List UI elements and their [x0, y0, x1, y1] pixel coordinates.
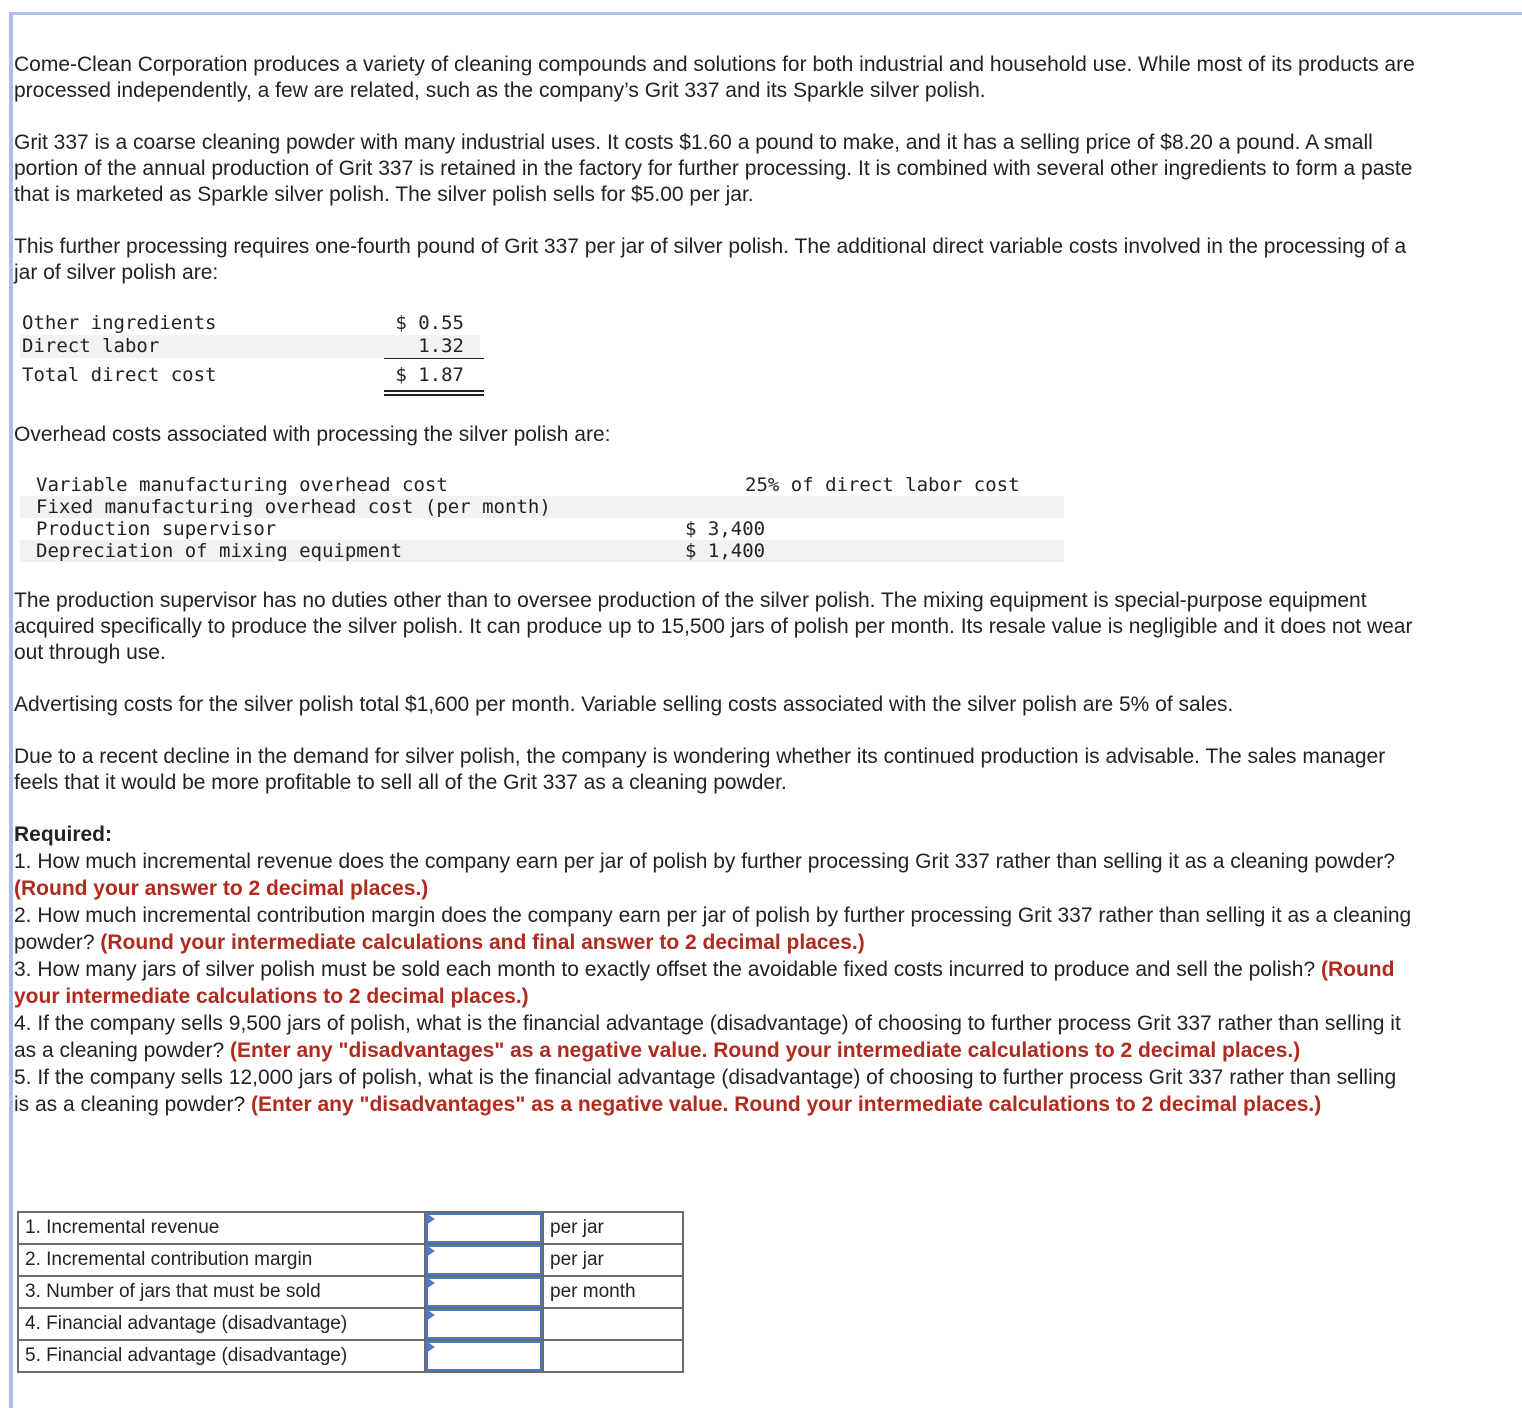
- body-paragraph-supervisor: The production supervisor has no duties other than to oversee production of the silver polish. The mixing equipment is special-purpose equipment acquired specifically to produce the silver polish. It can produce up to 15,500 jars of polish per month. Its resale value is negligible and it does not wear out through use.: [14, 589, 1413, 664]
- required-note: (Round your intermediate calculations and final answer to 2 decimal places.): [100, 931, 865, 954]
- answer-row-2: [18, 1244, 683, 1276]
- intro-paragraph-3: This further processing requires one-fourth pound of Grit 337 per jar of silver polish. The additional direct variable costs involved in the processing of a jar of silver polish are:: [14, 235, 1407, 284]
- overhead-row-supervisor: [20, 518, 1064, 540]
- answer-label: 4. Financial advantage (disadvantage): [18, 1308, 425, 1340]
- cost-total-label: Total direct cost: [22, 364, 217, 386]
- required-note: (Round your intermediate calculations to 2 decimal places.): [14, 958, 1395, 1008]
- overhead-label: Fixed manufacturing overhead cost (per month): [36, 496, 551, 518]
- intro-paragraph-1: Come-Clean Corporation produces a variety of cleaning compounds and solutions for both industrial and household use. While most of its products are processed independently, a few are related, such as the company’s Grit 337 and its Sparkle silver polish.: [14, 53, 1415, 102]
- overhead-label: Production supervisor: [36, 518, 277, 540]
- answer-input-cell[interactable]: [425, 1244, 543, 1276]
- answer-input-cell[interactable]: [425, 1340, 543, 1372]
- answer-table: [17, 1211, 684, 1373]
- financial-advantage-12000-input[interactable]: [428, 1343, 540, 1369]
- overhead-label: Depreciation of mixing equipment: [36, 540, 403, 562]
- cost-row-direct-labor: [20, 335, 480, 358]
- overhead-row-fixed: [20, 496, 1064, 518]
- frame-top-border: [9, 12, 1522, 15]
- required-note: (Round your answer to 2 decimal places.): [14, 877, 429, 900]
- cost-row-total: [20, 364, 480, 387]
- overhead-label: Variable manufacturing overhead cost: [36, 474, 448, 496]
- frame-left-border: [9, 12, 13, 1408]
- intro-paragraph-2: Grit 337 is a coarse cleaning powder with many industrial uses. It costs $1.60 a pound to make, and it has a selling price of $8.20 a pound. A small portion of the annual production of Grit 337 is retained in the factory for further processing. It is combined with several other ingredients to form a paste that is marketed as Sparkle silver polish. The silver polish sells for $5.00 per jar.: [14, 131, 1413, 206]
- answer-row-3: [18, 1276, 683, 1308]
- cost-value: 1.32: [418, 335, 464, 357]
- required-item-1: [14, 848, 1414, 902]
- required-question: 3. How many jars of silver polish must be sold each month to exactly offset the avoidable fixed costs incurred to produce and sell the polish?: [14, 958, 1321, 981]
- required-item-5: [14, 1064, 1414, 1118]
- cost-row-other-ingredients: [20, 312, 480, 335]
- answer-input-cell[interactable]: [425, 1276, 543, 1308]
- financial-advantage-9500-input[interactable]: [428, 1311, 540, 1337]
- answer-unit: per jar: [543, 1244, 683, 1276]
- overhead-table: [20, 474, 1064, 562]
- direct-cost-table: [20, 312, 480, 387]
- answer-label: 5. Financial advantage (disadvantage): [18, 1340, 425, 1372]
- answer-label: 1. Incremental revenue: [18, 1212, 425, 1244]
- required-item-2: [14, 902, 1414, 956]
- required-question: 1. How much incremental revenue does the company earn per jar of polish by further processing Grit 337 rather than selling it as a cleaning powder?: [14, 850, 1395, 873]
- total-double-line-bottom: [384, 394, 484, 396]
- required-title: Required:: [14, 823, 113, 846]
- required-question: 4. If the company sells 9,500 jars of polish, what is the financial advantage (disadvantage) of choosing to further process Grit 337 rather than selling it as a cleaning powder?: [14, 1012, 1401, 1062]
- overhead-row-variable: [20, 474, 1064, 496]
- incremental-revenue-input[interactable]: [428, 1215, 540, 1241]
- subtotal-line: [384, 358, 484, 359]
- answer-unit: [543, 1340, 683, 1372]
- answer-input-cell[interactable]: [425, 1212, 543, 1244]
- overhead-value: $ 3,400: [685, 518, 766, 540]
- answer-unit: per month: [543, 1276, 683, 1308]
- overhead-intro: Overhead costs associated with processing the silver polish are:: [14, 423, 611, 446]
- cost-label: Direct labor: [22, 335, 160, 357]
- answer-row-1: [18, 1212, 683, 1244]
- answer-label: 3. Number of jars that must be sold: [18, 1276, 425, 1308]
- overhead-row-depreciation: [20, 540, 1064, 562]
- body-text: [14, 588, 1414, 1118]
- cost-total-value: $ 1.87: [395, 364, 464, 386]
- required-item-3: [14, 956, 1414, 1010]
- answer-row-4: [18, 1308, 683, 1340]
- body-paragraph-advertising: Advertising costs for the silver polish total $1,600 per month. Variable selling costs associated with the silver polish are 5% of sales.: [14, 693, 1234, 716]
- required-note: (Enter any "disadvantages" as a negative value. Round your intermediate calculations to 2 decimal places.): [250, 1093, 1322, 1116]
- answer-unit: [543, 1308, 683, 1340]
- required-question: 5. If the company sells 12,000 jars of polish, what is the financial advantage (disadvantage) of choosing to further process Grit 337 rather than selling is as a cleaning powder?: [14, 1066, 1397, 1116]
- overhead-value: $ 1,400: [685, 540, 766, 562]
- cost-value: $ 0.55: [395, 312, 464, 334]
- required-item-4: [14, 1010, 1414, 1064]
- jars-to-sell-input[interactable]: [428, 1279, 540, 1305]
- incremental-contribution-margin-input[interactable]: [428, 1247, 540, 1273]
- overhead-value: 25% of direct labor cost: [745, 474, 1020, 496]
- answer-row-5: [18, 1340, 683, 1372]
- required-question: 2. How much incremental contribution margin does the company earn per jar of polish by further processing Grit 337 rather than selling it as a cleaning powder?: [14, 904, 1412, 954]
- answer-input-cell[interactable]: [425, 1308, 543, 1340]
- total-double-line-top: [384, 390, 484, 392]
- required-note: (Enter any "disadvantages" as a negative value. Round your intermediate calculations to 2 decimal places.): [229, 1039, 1301, 1062]
- answer-label: 2. Incremental contribution margin: [18, 1244, 425, 1276]
- body-paragraph-decline: Due to a recent decline in the demand for silver polish, the company is wondering whether its continued production is advisable. The sales manager feels that it would be more profitable to sell all of the Grit 337 as a cleaning powder.: [14, 745, 1386, 794]
- answer-unit: per jar: [543, 1212, 683, 1244]
- cost-label: Other ingredients: [22, 312, 217, 334]
- problem-text: [14, 52, 1434, 286]
